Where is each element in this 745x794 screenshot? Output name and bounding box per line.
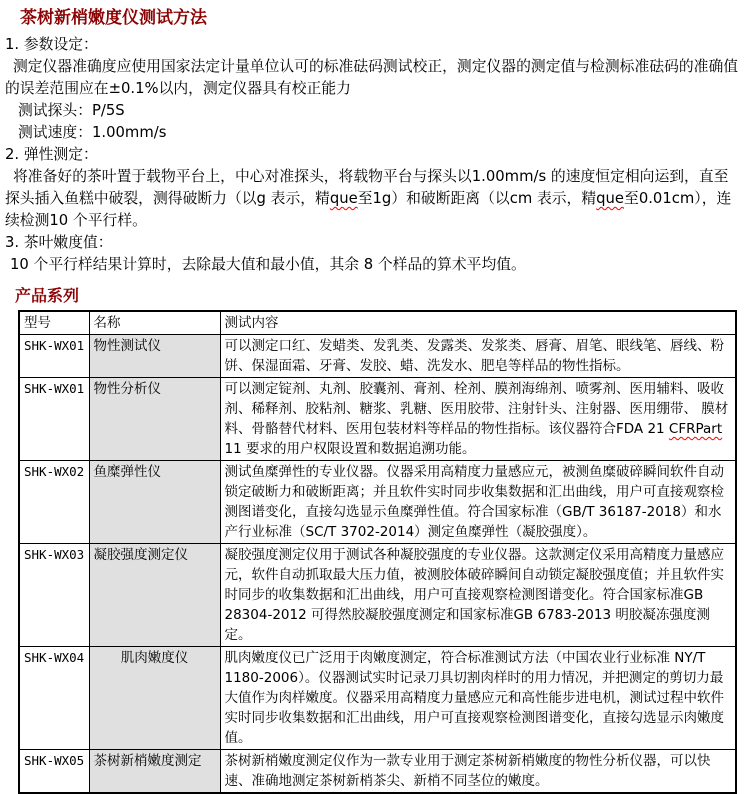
description-cell <box>220 544 736 647</box>
misspelled-word: que <box>329 190 358 207</box>
product-table <box>18 310 737 794</box>
text-run: 凝胶强度测定仪用于测试各种凝胶强度的专业仪器。这款测定仪采用高精度力量感应元，软件自动抓取最大压力值，被测胶体破碎瞬间自动锁定凝胶强度值；并且软件实时同步的收集数据和汇出曲线，用户可直接观察检测图谱变化。符合国家标准GB 28304-2012 可得然胶凝胶强度测定和国家标准GB 6783-2013 明胶凝冻强度测定。 <box>224 547 724 643</box>
text-run: 测试鱼糜弹性的专业仪器。仪器采用高精度力量感应元，被测鱼糜破碎瞬间软件自动锁定破断力和破断距离；并且软件实时同步收集数据和汇出曲线，用户可直接观察检测图谱变化，直接勾选显示鱼糜弹性值。符合国家标准（GB/T 36187-2018）和水产行业标准（SC/T 3702-2014）测定鱼糜弹性（凝胶强度）。 <box>224 464 724 540</box>
column-header-name: 名称 <box>89 311 220 335</box>
text-run: 将准备好的茶叶置于载物平台上，中心对准探头，将载物平台与探头以1.00mm/s 的速度恒定相向运到，直至探头插入鱼糕中破裂，测得破断力（以g 表示，精 <box>5 168 729 207</box>
text-run: 茶树新梢嫩度测定仪作为一款专业用于测定茶树新梢嫩度的物性分析仪器，可以快速、准确地测定茶树新梢茶尖、新梢不同茎位的嫩度。 <box>224 753 711 789</box>
misspelled-word: CFRPart <box>668 421 723 437</box>
name-cell: 肌肉嫩度仪 <box>89 647 220 750</box>
model-cell: SHK-WX01 <box>19 378 89 461</box>
model-cell: SHK-WX01 <box>19 335 89 378</box>
description-cell <box>220 750 736 794</box>
name-cell: 物性分析仪 <box>89 378 220 461</box>
table-row <box>19 378 736 461</box>
table-row <box>19 461 736 544</box>
test-probe-line: 测试探头：P/5S <box>18 102 125 119</box>
table-row <box>19 335 736 378</box>
column-header-content: 测试内容 <box>220 311 736 335</box>
column-header-model: 型号 <box>19 311 89 335</box>
page-title: 茶树新梢嫩度仪测试方法 <box>20 8 207 28</box>
name-cell: 凝胶强度测定仪 <box>89 544 220 647</box>
text-run: 肌肉嫩度仪已广泛用于肉嫩度测定，符合标准测试方法（中国农业行业标准 NY/T 1180-2006）。仪器测试实时记录刀具切割肉样时的用力情况，并把测定的剪切力最大值作为肉样嫩度。仪器采用高精度力量感应元和高性能步进电机，测试过程中软件实时同步收集数据和汇出曲线，用户可直接观察检测图谱变化，直接勾选显示肉嫩度值。 <box>224 650 724 746</box>
description-cell <box>220 647 736 750</box>
table-row <box>19 544 736 647</box>
table-row <box>19 647 736 750</box>
description-cell <box>220 461 736 544</box>
text-run: 至1g）和破断距离（以cm 表示，精 <box>357 190 597 207</box>
misspelled-word: que <box>596 190 625 207</box>
document-body <box>5 34 740 276</box>
section-2-heading: 2. 弹性测定： <box>5 146 98 163</box>
section-3-paragraph: 10 个平行样结果计算时，去除最大值和最小值，其余 8 个样品的算术平均值。 <box>10 256 526 273</box>
model-cell: SHK-WX02 <box>19 461 89 544</box>
description-cell <box>220 335 736 378</box>
name-cell: 鱼糜弹性仪 <box>89 461 220 544</box>
text-run: 可以测定锭剂、丸剂、胶囊剂、膏剂、栓剂、膜剂海绵剂、喷雾剂、医用辅料、吸收 剂、稀释剂、胶粘剂、糖浆、乳糖、医用胶带、注射针头、注射器、医用绷带、 膜材料、骨骼替代材料、医用包装材料等样品的物性指标。该仪器符合FDA 21 <box>224 381 729 437</box>
section-3-heading: 3. 茶叶嫩度值： <box>5 234 113 251</box>
model-cell: SHK-WX04 <box>19 647 89 750</box>
model-cell: SHK-WX03 <box>19 544 89 647</box>
name-cell: 茶树新梢嫩度测定 <box>89 750 220 794</box>
name-cell: 物性测试仪 <box>89 335 220 378</box>
section-2-paragraph <box>5 166 740 232</box>
product-series-heading: 产品系列 <box>15 286 80 305</box>
table-row <box>19 750 736 794</box>
text-run: 可以测定口红、发蜡类、发乳类、发露类、发浆类、唇膏、眉笔、眼线笔、唇线、粉饼、保湿面霜、牙膏、发胶、蜡、洗发水、肥皂等样品的物性指标。 <box>224 338 724 374</box>
text-run: 11 要求的用户权限设置和数据追溯功能。 <box>224 441 476 457</box>
text-run: 至0.01cm），连续检测10 个平行样。 <box>5 190 732 229</box>
description-cell <box>220 378 736 461</box>
test-speed-line: 测试速度：1.00mm/s <box>18 124 167 141</box>
model-cell: SHK-WX05 <box>19 750 89 794</box>
table-header-row <box>19 311 736 335</box>
section-1-paragraph: 测定仪器准确度应使用国家法定计量单位认可的标准砝码测试校正，测定仪器的测定值与检测标准砝码的准确值的误差范围应在±0.1%以内，测定仪器具有校正能力 <box>5 58 739 97</box>
section-1-heading: 1. 参数设定： <box>5 36 98 53</box>
